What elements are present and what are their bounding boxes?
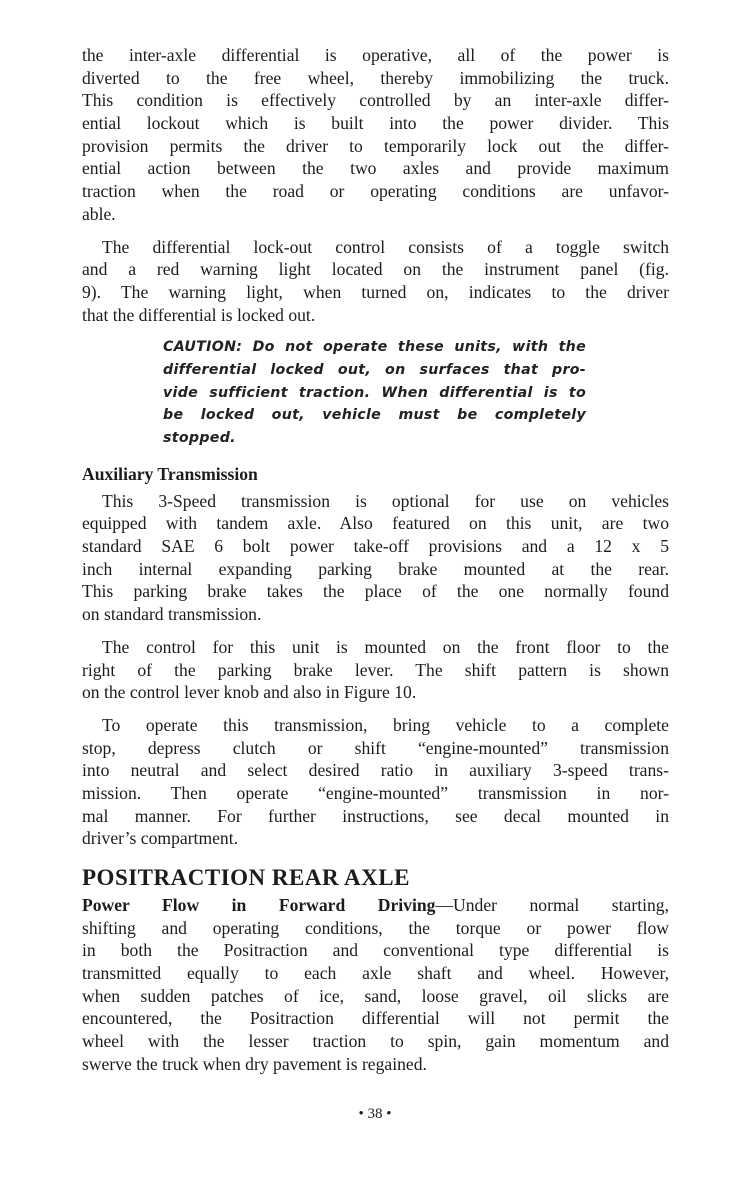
text-line: CAUTION: Do not operate these units, with the: [163, 339, 586, 356]
page-body: [82, 44, 669, 1086]
text-line: This condition is effectively controlled by an inter-axle differ-: [82, 90, 669, 111]
text-line: The control for this unit is mounted on the front floor to the: [102, 636, 669, 657]
text-line: in both the Positraction and conventional type differential is: [82, 940, 669, 961]
text-line: right of the parking brake lever. The shift pattern is shown: [82, 659, 669, 680]
section-heading: POSITRACTION REAR AXLE: [82, 865, 410, 890]
text-line: standard SAE 6 bolt power take-off provisions and a 12 x 5: [82, 536, 669, 557]
text-line: on standard transmission.: [82, 604, 262, 625]
text-line: encountered, the Positraction differential will not permit the: [82, 1008, 669, 1029]
text-line: when sudden patches of ice, sand, loose gravel, oil slicks are: [82, 985, 669, 1006]
text-line: provision permits the driver to temporarily lock out the differ-: [82, 135, 669, 156]
text-line: vide sufficient traction. When differential is to: [163, 384, 586, 401]
section-subheading: Auxiliary Transmission: [82, 463, 258, 484]
text-run: —Under normal starting,: [435, 895, 669, 915]
text-line: mal manner. For further instructions, see decal mounted in: [82, 805, 669, 826]
text-line: 9). The warning light, when turned on, indicates to the driver: [82, 281, 669, 302]
text-line: driver’s compartment.: [82, 828, 239, 849]
text-line: be locked out, vehicle must be completely: [163, 407, 586, 424]
text-line: mission. Then operate “engine-mounted” transmission in nor-: [82, 782, 669, 803]
text-line: that the differential is locked out.: [82, 304, 316, 325]
text-line: the inter-axle differential is operative, all of the power is: [82, 45, 669, 65]
text-line: This 3-Speed transmission is optional for use on vehicles: [102, 490, 669, 511]
text-line: This parking brake takes the place of the one normally found: [82, 581, 669, 602]
paragraph: [82, 894, 669, 1076]
text-line: able.: [82, 203, 116, 224]
text-line: The differential lock-out control consists of a toggle switch: [102, 236, 669, 257]
text-line: into neutral and select desired ratio in auxiliary 3-speed trans-: [82, 760, 669, 781]
text-line: equipped with tandem axle. Also featured on this unit, are two: [82, 513, 669, 534]
text-line: ential lockout which is built into the power divider. This: [82, 113, 669, 134]
text-line: stop, depress clutch or shift “engine-mounted” transmission: [82, 737, 669, 758]
paragraph: [82, 236, 669, 327]
text-line: transmitted equally to each axle shaft and wheel. However,: [82, 963, 669, 984]
text-line: inch internal expanding parking brake mounted at the rear.: [82, 558, 669, 579]
paragraph: [82, 44, 669, 226]
paragraph: [82, 636, 669, 704]
text-line: on the control lever knob and also in Figure 10.: [82, 682, 417, 703]
text-line: wheel with the lesser traction to spin, gain momentum and: [82, 1031, 669, 1052]
text-line: To operate this transmission, bring vehicle to a complete: [102, 714, 669, 735]
text-line: traction when the road or operating conditions are unfavor-: [82, 181, 669, 202]
text-line: diverted to the free wheel, thereby immobilizing the truck.: [82, 67, 669, 88]
paragraph: [82, 490, 669, 626]
text-line: swerve the truck when dry pavement is regained.: [82, 1053, 427, 1074]
text-line: differential locked out, on surfaces that pro-: [163, 361, 586, 378]
text-line: ential action between the two axles and provide maximum: [82, 158, 669, 179]
paragraph: [82, 714, 669, 850]
text-line: and a red warning light located on the instrument panel (fig.: [82, 259, 669, 280]
page-number: • 38 •: [358, 1106, 392, 1122]
text-line: shifting and operating conditions, the torque or power flow: [82, 917, 669, 938]
text-line: [82, 894, 669, 917]
caution-note: [163, 336, 586, 449]
text-line: stopped.: [163, 430, 236, 446]
run-in-heading: Power Flow in Forward Driving: [82, 895, 436, 915]
